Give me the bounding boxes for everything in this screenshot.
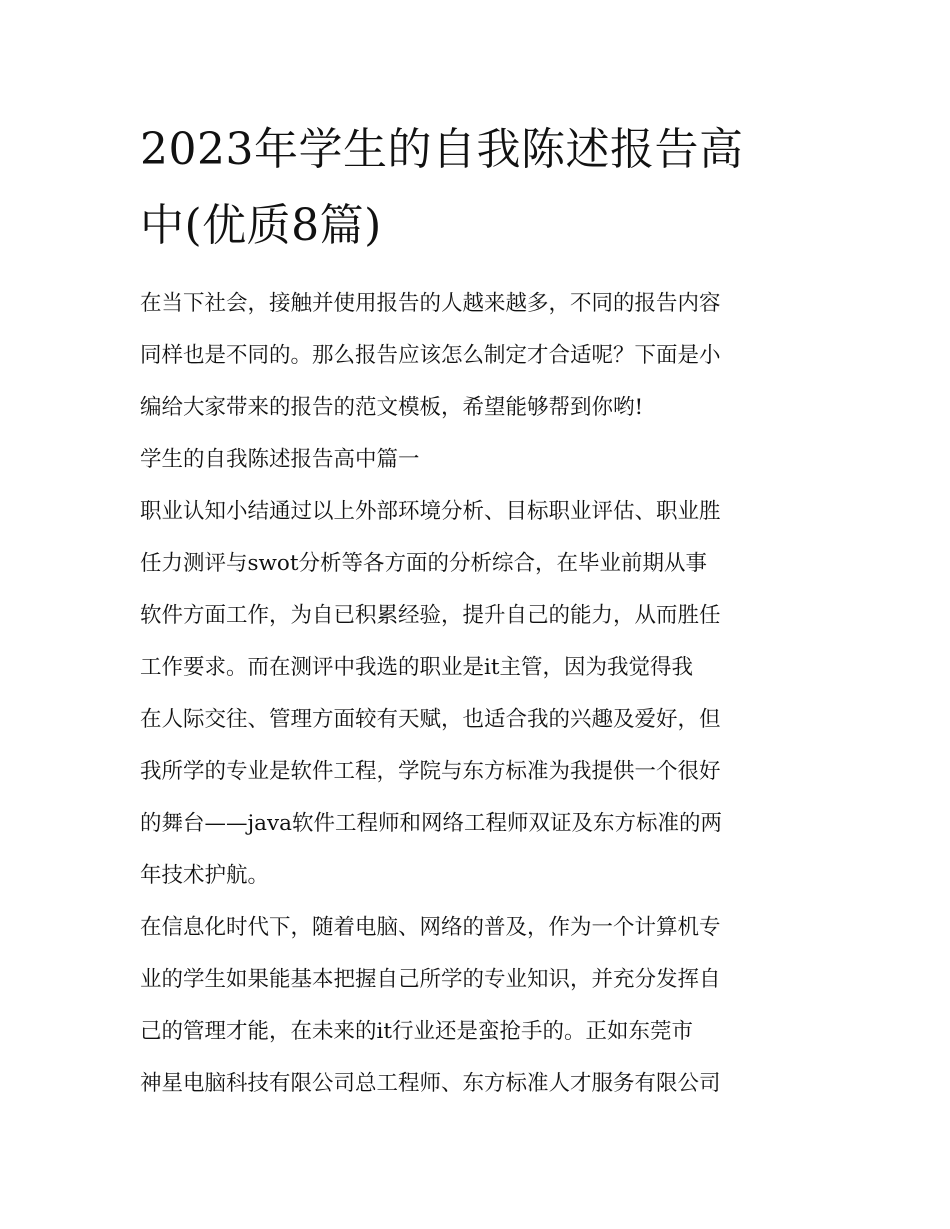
document-title — [140, 0, 812, 264]
paragraph-1-line-7: 的舞台——java软件工程师和网络工程师双证及东方标准的两 — [140, 811, 722, 836]
paragraph-1-line-4: 工作要求。而在测评中我选的职业是it主管，因为我觉得我 — [140, 655, 694, 680]
section-heading: 学生的自我陈述报告高中篇一 — [140, 447, 420, 472]
paragraph-1-line-6: 我所学的专业是软件工程，学院与东方标准为我提供一个很好 — [140, 759, 721, 784]
title-line-2: 中(优质8篇) — [140, 200, 382, 251]
paragraph-2-line-3: 己的管理才能，在未来的it行业还是蛮抢手的。正如东莞市 — [140, 1019, 694, 1044]
paragraph-2-line-4: 神星电脑科技有限公司总工程师、东方标准人才服务有限公司 — [140, 1071, 721, 1096]
intro-line-1: 在当下社会，接触并使用报告的人越来越多，不同的报告内容 — [140, 291, 721, 316]
paragraph-2-line-2: 业的学生如果能基本把握自己所学的专业知识，并充分发挥自 — [140, 967, 721, 992]
document-page — [140, 0, 812, 1110]
paragraph-1-line-8: 年技术护航。 — [140, 863, 270, 888]
intro-line-2: 同样也是不同的。那么报告应该怎么制定才合适呢？下面是小 — [140, 343, 721, 368]
title-line-1: 2023年学生的自我陈述报告高 — [140, 124, 744, 175]
intro-line-3: 编给大家带来的报告的范文模板，希望能够帮到你哟! — [140, 395, 644, 420]
paragraph-2-line-1: 在信息化时代下，随着电脑、网络的普及，作为一个计算机专 — [140, 915, 721, 940]
paragraph-1-line-3: 软件方面工作，为自已积累经验，提升自己的能力，从而胜任 — [140, 603, 721, 628]
paragraph-1-line-1: 职业认知小结通过以上外部环境分析、目标职业评估、职业胜 — [140, 499, 721, 524]
paragraph-1-line-2: 任力测评与swot分析等各方面的分析综合，在毕业前期从事 — [140, 551, 708, 576]
paragraph-1-line-5: 在人际交往、管理方面较有天赋，也适合我的兴趣及爱好，但 — [140, 707, 721, 732]
document-body — [140, 278, 812, 1110]
